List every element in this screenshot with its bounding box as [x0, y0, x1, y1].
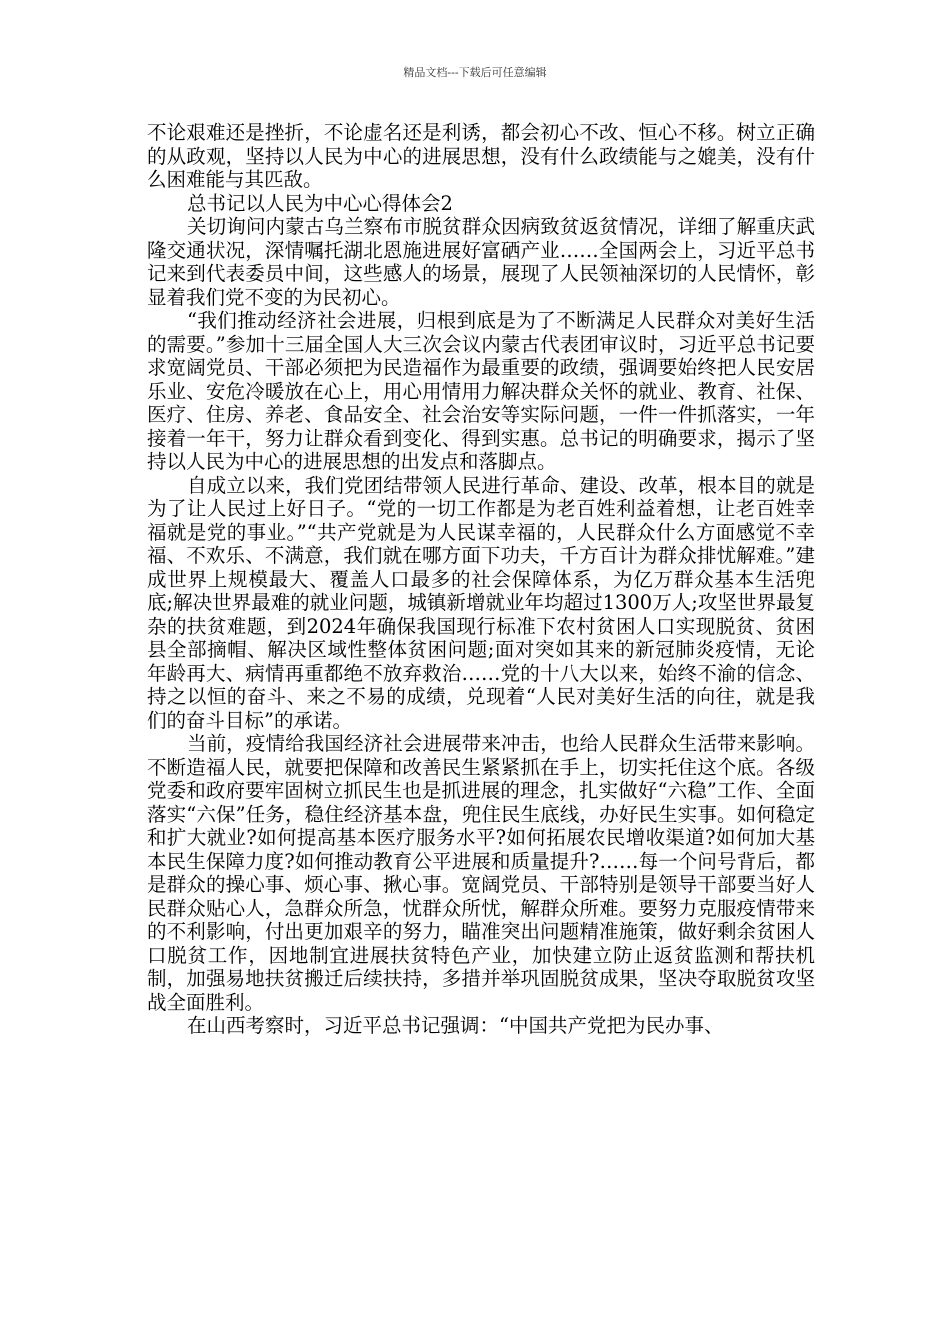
document-body — [147, 121, 815, 1038]
paragraph-4: 自成立以来，我们党团结带领人民进行革命、建设、改革，根本目的就是为了让人民过上好日子。“党的一切工作都是为老百姓利益着想，让老百姓幸福就是党的事业。”“共产党就是为人民谋幸福的，人民群众什么方面感觉不幸福、不欢乐、不满意，我们就在哪方面下功夫，千方百计为群众排忧解难。”建成世界上规模最大、覆盖人口最多的社会保障体系，为亿万群众基本生活兜底;解决世界最难的就业问题，城镇新增就业年均超过1300万人;攻坚世界最复杂的扶贫难题，到2024年确保我国现行标准下农村贫困人口实现脱贫、贫困县全部摘帽、解决区域性整体贫困问题;面对突如其来的新冠肺炎疫情，无论年龄再大、病情再重都绝不放弃救治……党的十八大以来，始终不渝的信念、持之以恒的奋斗、来之不易的成绩，兑现着“人民对美好生活的向往，就是我们的奋斗目标”的承诺。 — [147, 473, 815, 732]
paragraph-5: 当前，疫情给我国经济社会进展带来冲击，也给人民群众生活带来影响。不断造福人民，就要把保障和改善民生紧紧抓在手上，切实托住这个底。各级党委和政府要牢固树立抓民生也是抓进展的理念，扎实做好“六稳”工作、全面落实“六保”任务，稳住经济基本盘，兜住民生底线，办好民生实事。如何稳定和扩大就业?如何提高基本医疗服务水平?如何拓展农民增收渠道?如何加大基本民生保障力度?如何推动教育公平进展和质量提升?……每一个问号背后，都是群众的操心事、烦心事、揪心事。宽阔党员、干部特别是领导干部要当好人民群众贴心人，急群众所急，忧群众所忧，解群众所难。要努力克服疫情带来的不利影响，付出更加艰辛的努力，瞄准突出问题精准施策，做好剩余贫困人口脱贫工作，因地制宜进展扶贫特色产业，加快建立防止返贫监测和帮扶机制，加强易地扶贫搬迁后续扶持，多措并举巩固脱贫成果，坚决夺取脱贫攻坚战全面胜利。 — [147, 732, 815, 1014]
paragraph-1: 不论艰难还是挫折，不论虚名还是利诱，都会初心不改、恒心不移。树立正确的从政观，坚持以人民为中心的进展思想，没有什么政绩能与之媲美，没有什么困难能与其匹敌。 — [147, 121, 815, 191]
paragraph-3: “我们推动经济社会进展，归根到底是为了不断满足人民群众对美好生活的需要。”参加十三届全国人大三次会议内蒙古代表团审议时，习近平总书记要求宽阔党员、干部必须把为民造福作为最重要的政绩，强调要始终把人民安居乐业、安危冷暖放在心上，用心用情用力解决群众关怀的就业、教育、社保、医疗、住房、养老、食品安全、社会治安等实际问题，一件一件抓落实，一年接着一年干，努力让群众看到变化、得到实惠。总书记的明确要求，揭示了坚持以人民为中心的进展思想的出发点和落脚点。 — [147, 309, 815, 473]
section-title: 总书记以人民为中心心得体会2 — [186, 191, 453, 215]
page-header: 精品文档---下载后可任意编辑 — [403, 66, 547, 79]
paragraph-6: 在山西考察时，习近平总书记强调：“中国共产党把为民办事、 — [186, 1014, 724, 1037]
paragraph-2: 关切询问内蒙古乌兰察布市脱贫群众因病致贫返贫情况，详细了解重庆武隆交通状况，深情嘱托湖北恩施进展好富硒产业……全国两会上，习近平总书记来到代表委员中间，这些感人的场景，展现了人民领袖深切的人民情怀，彰显着我们党不变的为民初心。 — [147, 215, 815, 309]
